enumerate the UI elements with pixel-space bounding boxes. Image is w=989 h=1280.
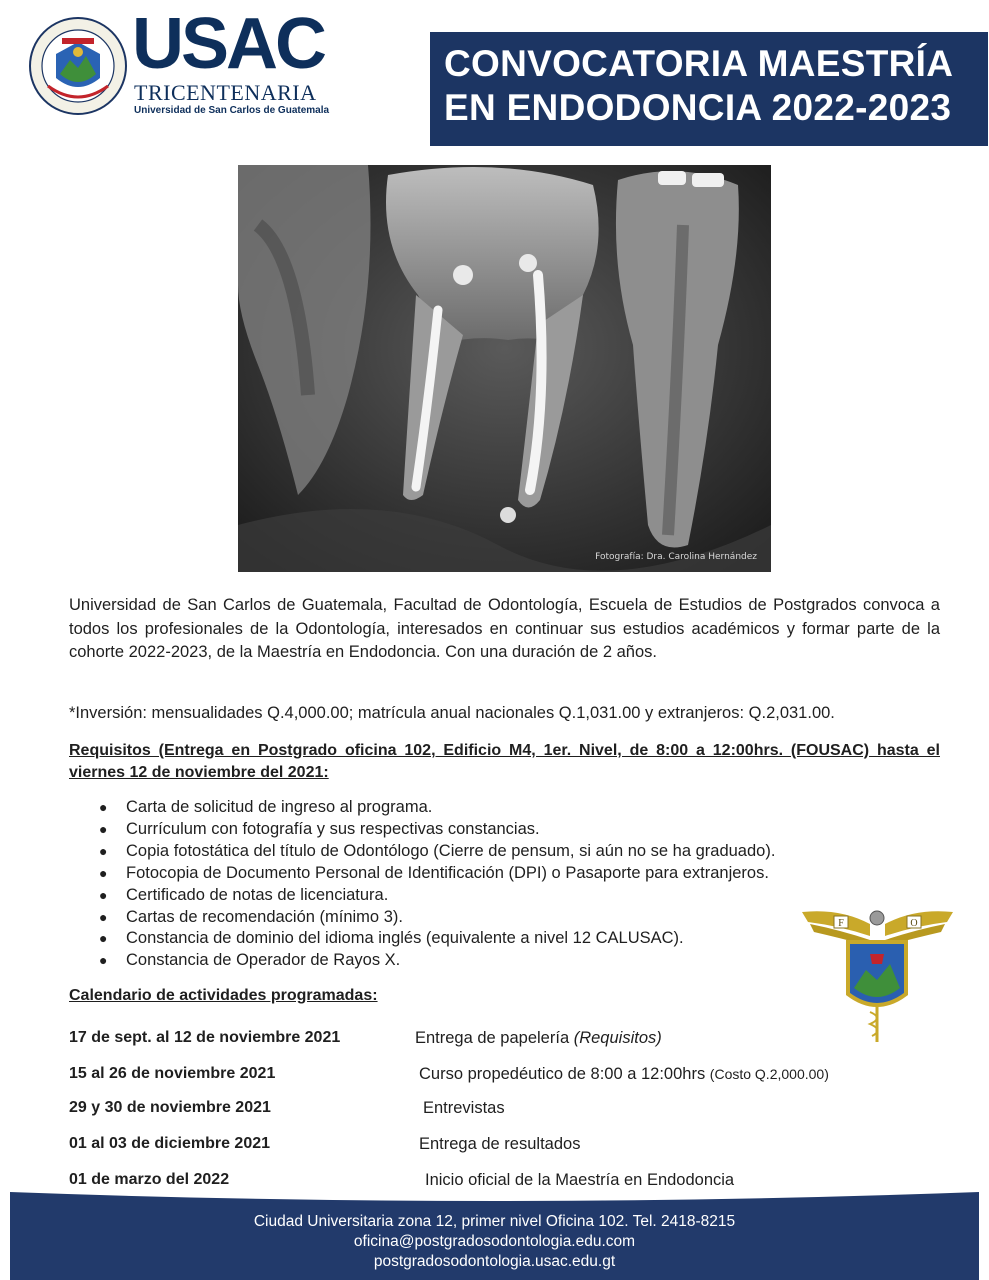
list-item <box>99 950 919 972</box>
footer-address: Ciudad Universitaria zona 12, primer nivel Oficina 102. Tel. 2418-8215 <box>253 1213 736 1230</box>
bullet-icon: ● <box>99 842 108 859</box>
list-item <box>99 863 919 885</box>
activity-note: (Requisitos) <box>573 1029 662 1047</box>
page-title-line-2: EN ENDODONCIA 2022-2023 <box>444 87 952 128</box>
emblem-letter-o: O <box>910 918 918 929</box>
requirement-text: Currículum con fotografía y sus respectivas constancias. <box>126 819 540 838</box>
requirement-text: Fotocopia de Documento Personal de Identificación (DPI) o Pasaporte para extranjeros. <box>126 863 769 882</box>
requirement-text: Cartas de recomendación (mínimo 3). <box>126 907 403 926</box>
dental-xray-photo <box>238 165 771 572</box>
calendar-activity <box>415 1026 662 1050</box>
page-title-line-1: CONVOCATORIA MAESTRÍA <box>444 43 954 84</box>
investment-text: *Inversión: mensualidades Q.4,000.00; matrícula anual nacionales Q.1,031.00 y extranjeros: Q.2,031.00. <box>69 704 835 722</box>
calendar-date: 01 al 03 de diciembre 2021 <box>69 1135 271 1152</box>
requirement-text: Constancia de Operador de Rayos X. <box>126 951 401 970</box>
calendar-heading: Calendario de actividades programadas: <box>69 987 378 1004</box>
list-item <box>99 928 919 950</box>
footer-text <box>10 1212 979 1272</box>
calendar-activity <box>423 1096 505 1120</box>
bullet-icon: ● <box>99 952 108 969</box>
bullet-icon: ● <box>99 930 108 947</box>
usac-wordmark: USAC <box>132 4 325 84</box>
calendar-activity <box>419 1062 829 1086</box>
activity-text: Entrega de resultados <box>419 1135 581 1153</box>
list-item <box>99 841 919 863</box>
intro-paragraph: Universidad de San Carlos de Guatemala, Facultad de Odontología, Escuela de Estudios de Postgrados convoca a todos los profesionales de la Odontología, interesados en continuar sus estudios académicos y formar parte de la cohorte 2022-2023, de la Maestría en Endodoncia. Con una duración de 2 años. <box>69 596 940 661</box>
photo-credit: Fotografía: Dra. Carolina Hernández <box>595 552 757 562</box>
activity-text: Entrega de papelería <box>415 1029 570 1047</box>
requirement-text: Carta de solicitud de ingreso al programa. <box>126 798 433 816</box>
calendar-activity <box>425 1168 734 1192</box>
activity-text: Entrevistas <box>423 1099 505 1117</box>
bullet-icon: ● <box>99 799 108 815</box>
usac-tagline: TRICENTENARIA <box>134 80 317 105</box>
xray-illustration <box>238 165 771 572</box>
calendar-date: 01 de marzo del 2022 <box>69 1171 230 1188</box>
list-item <box>99 819 919 841</box>
calendar-date: 15 al 26 de noviembre 2021 <box>69 1065 276 1082</box>
activity-text: Curso propedéutico de 8:00 a 12:00hrs <box>419 1065 706 1083</box>
list-item <box>99 907 919 929</box>
list-item <box>99 797 919 819</box>
calendar-date: 29 y 30 de noviembre 2021 <box>69 1099 271 1116</box>
requirements-list <box>99 797 919 972</box>
requirement-text: Copia fotostática del título de Odontólogo (Cierre de pensum, si aún no se ha graduado). <box>126 841 776 860</box>
requirement-text: Certificado de notas de licenciatura. <box>126 885 389 904</box>
footer-banner <box>10 1192 979 1280</box>
footer-email[interactable]: oficina@postgradosodontologia.edu.com <box>353 1233 636 1250</box>
faculty-emblem-icon <box>800 906 955 1046</box>
bullet-icon: ● <box>99 864 108 881</box>
requirements-heading: Requisitos (Entrega en Postgrado oficina 102, Edificio M4, 1er. Nivel, de 8:00 a 12:00hrs. (FOUSAC) hasta el viernes 12 de noviembre del 2021: <box>69 742 940 781</box>
university-seal-icon <box>28 16 128 116</box>
calendar-activity <box>419 1132 580 1156</box>
title-banner <box>430 32 988 146</box>
emblem-letter-f: F <box>838 918 844 929</box>
calendar-date: 17 de sept. al 12 de noviembre 2021 <box>69 1029 341 1046</box>
footer-website[interactable]: postgradosodontologia.usac.edu.gt <box>373 1253 616 1270</box>
bullet-icon: ● <box>99 886 108 903</box>
requirement-text: Constancia de dominio del idioma inglés (equivalente a nivel 12 CALUSAC). <box>126 929 684 948</box>
list-item <box>99 885 919 907</box>
bullet-icon: ● <box>99 908 108 925</box>
usac-subtitle: Universidad de San Carlos de Guatemala <box>134 105 330 116</box>
activity-note: (Costo Q.2,000.00) <box>709 1066 829 1082</box>
bullet-icon: ● <box>99 820 108 837</box>
activity-text: Inicio oficial de la Maestría en Endodoncia <box>425 1171 735 1189</box>
usac-logo <box>28 4 333 119</box>
